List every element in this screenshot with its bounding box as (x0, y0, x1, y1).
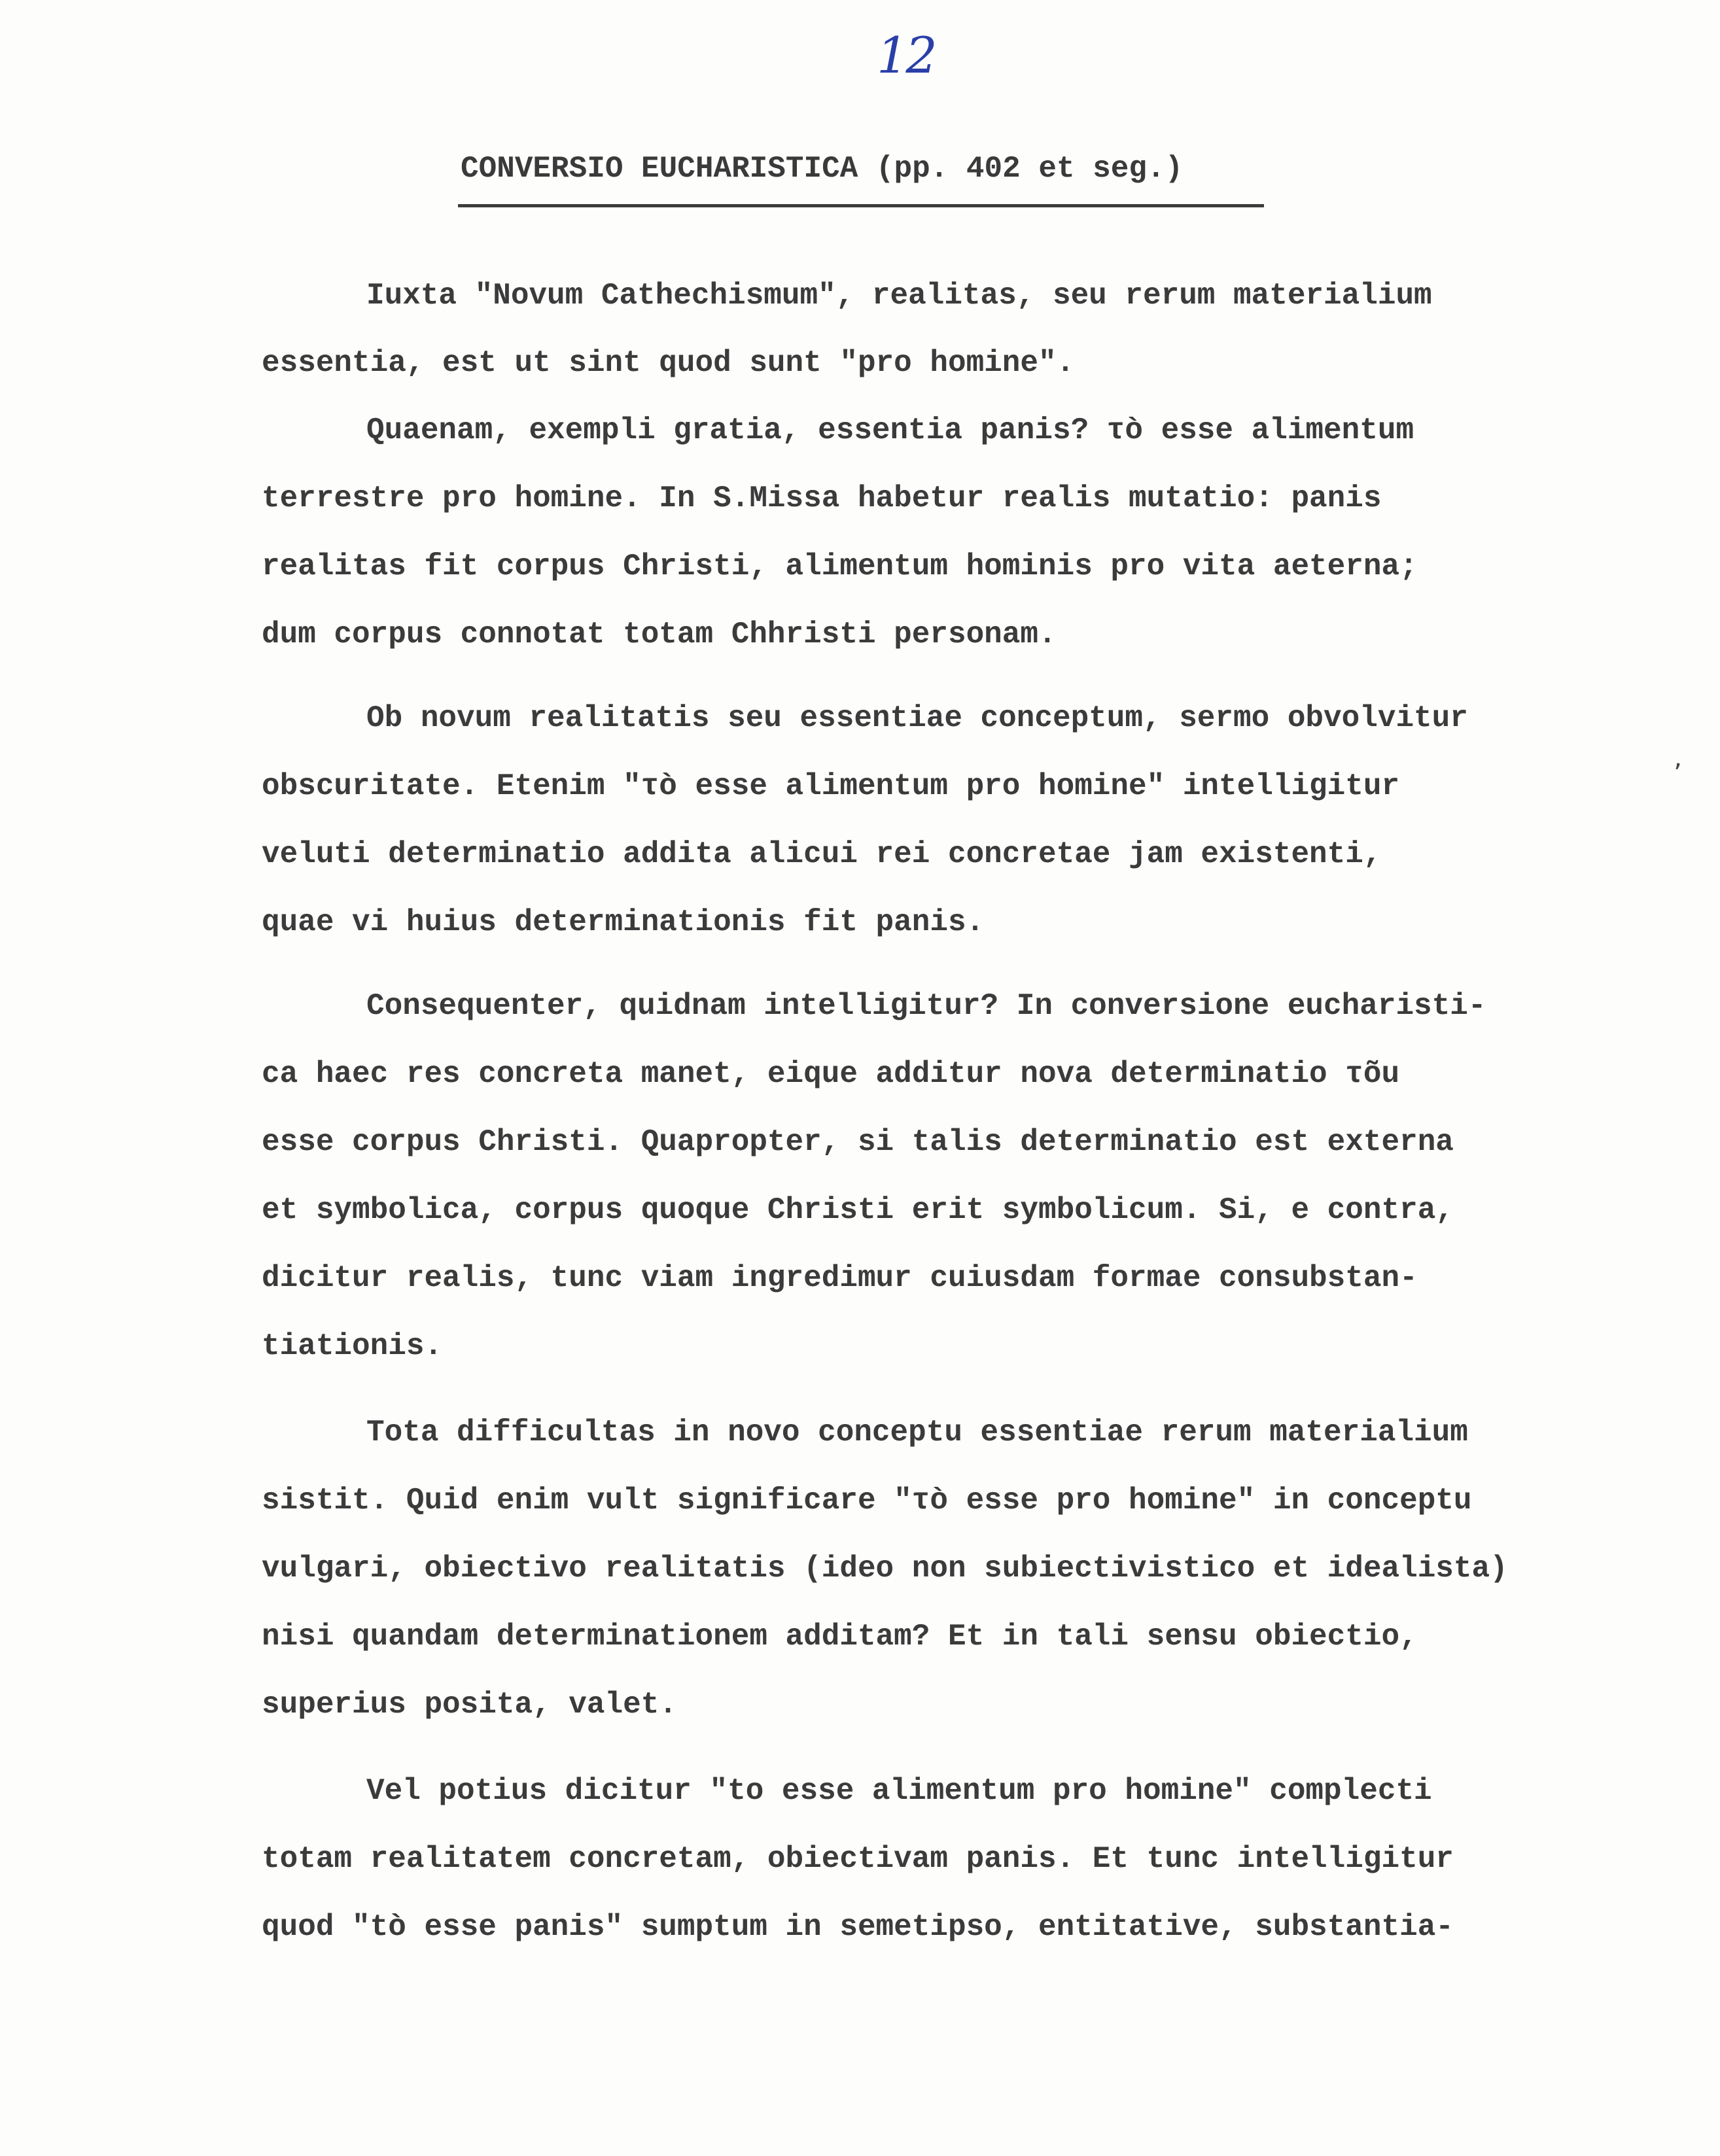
text-line: quae vi huius determinationis fit panis. (262, 905, 985, 939)
text-line: Consequenter, quidnam intelligitur? In conversione eucharisti- (366, 989, 1486, 1023)
text-line: terrestre pro homine. In S.Missa habetur realis mutatio: panis (262, 481, 1382, 515)
margin-mark: ʼ (1674, 759, 1682, 789)
text-line: realitas fit corpus Christi, alimentum hominis pro vita aeterna; (262, 549, 1418, 583)
text-line: vulgari, obiectivo realitatis (ideo non subiectivistico et idealista) (262, 1552, 1508, 1586)
text-line: Iuxta "Novum Cathechismum", realitas, seu rerum materialium (366, 279, 1432, 313)
text-line: tiationis. (262, 1329, 443, 1363)
title-underline (458, 204, 1264, 207)
text-line: dum corpus connotat totam Chhristi personam. (262, 617, 1057, 652)
text-line: Quaenam, exempli gratia, essentia panis? τò esse alimentum (366, 413, 1414, 447)
text-line: veluti determinatio addita alicui rei concretae jam existenti, (262, 837, 1382, 871)
text-line: esse corpus Christi. Quapropter, si talis determinatio est externa (262, 1125, 1454, 1159)
text-line: nisi quandam determinationem additam? Et in tali sensu obiectio, (262, 1620, 1418, 1654)
text-line: sistit. Quid enim vult significare "τò esse pro homine" in conceptu (262, 1484, 1472, 1518)
text-line: ca haec res concreta manet, eique additur nova determinatio τõu (262, 1057, 1400, 1091)
text-line: totam realitatem concretam, obiectivam panis. Et tunc intelligitur (262, 1842, 1454, 1876)
text-line: Tota difficultas in novo conceptu essentiae rerum materialium (366, 1416, 1468, 1450)
text-line: dicitur realis, tunc viam ingredimur cuiusdam formae consubstan- (262, 1261, 1418, 1295)
handwritten-page-number: 12 (877, 26, 935, 84)
text-line: superius posita, valet. (262, 1688, 677, 1722)
text-line: Vel potius dicitur "to esse alimentum pro homine" complecti (366, 1774, 1432, 1808)
text-line: obscuritate. Etenim "τò esse alimentum pro homine" intelligitur (262, 769, 1400, 803)
text-line: quod "tò esse panis" sumptum in semetipso, entitative, substantia- (262, 1910, 1454, 1944)
text-line: Ob novum realitatis seu essentiae conceptum, sermo obvolvitur (366, 701, 1468, 735)
text-line: essentia, est ut sint quod sunt "pro homine". (262, 346, 1075, 380)
text-line: et symbolica, corpus quoque Christi erit symbolicum. Si, e contra, (262, 1193, 1454, 1227)
document-title: CONVERSIO EUCHARISTICA (pp. 402 et seg.) (461, 152, 1184, 186)
